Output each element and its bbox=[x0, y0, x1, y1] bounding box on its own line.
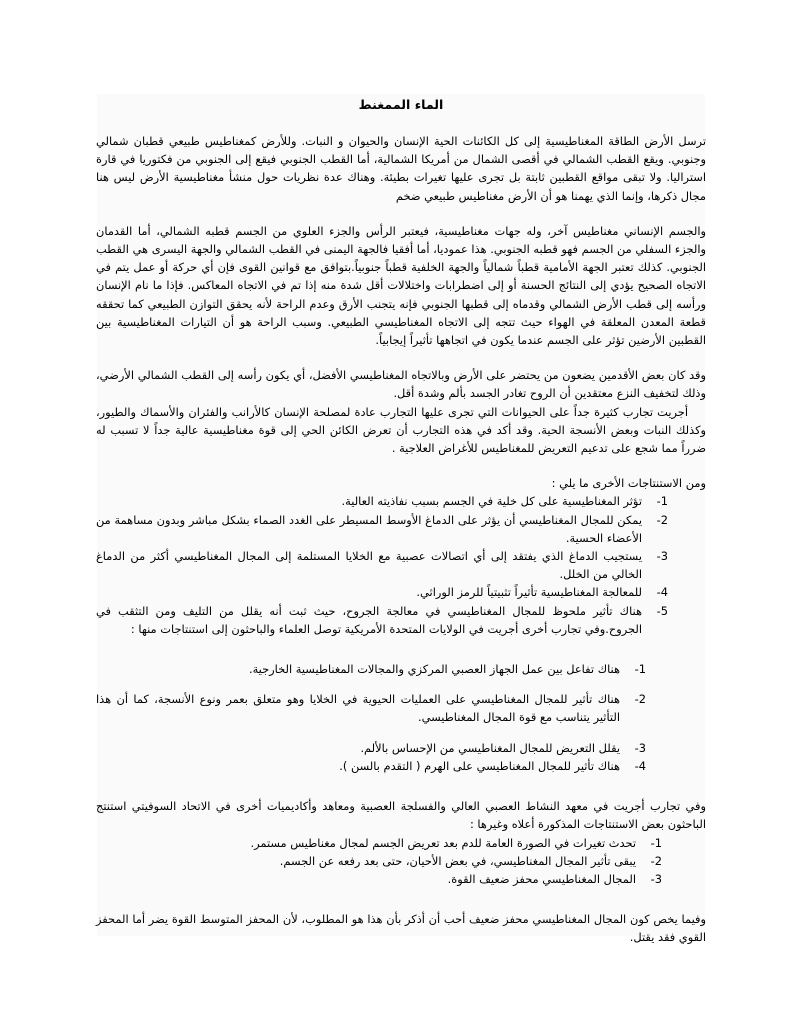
list-marker: 1- bbox=[650, 835, 662, 850]
paragraph-6: وفي تجارب أجريت في معهد النشاط العصبي العالي والفسلجة العصبية ومعاهد وأكاديميات أخرى في الاتحاد السوفيتي استنتج الباحثون بعض الاستنتاجات المذكورة أعلاه وغيرها : bbox=[96, 799, 706, 832]
list-item-text: تحدث تغيرات في الصورة العامة للدم بعد تعريض الجسم لمجال مغناطيس مستمر. bbox=[250, 835, 636, 850]
list-item-text: للمعالجة المغناطيسية تأثيراً تثبيتياً للرمز الوراثي. bbox=[416, 585, 642, 600]
list-marker: 1- bbox=[634, 662, 646, 677]
list-item-text: تؤثر المغناطيسية على كل خلية في الجسم بسبب نفاذيته العالية. bbox=[341, 494, 642, 509]
list-item bbox=[96, 690, 646, 726]
list-item-text: يقلل التعريض للمجال المغناطيسي من الإحساس بالألم. bbox=[360, 740, 620, 755]
spacer bbox=[96, 775, 706, 797]
page-title: الماء الممغنط bbox=[358, 97, 444, 112]
paragraph-4: أجريت تجارب كثيرة جداً على الحيوانات التي تجرى عليها التجارب عادة لمصلحة الإنسان كالأرانب والفئران والأسماك والطيور، وكذلك النبات وبعض الأنسجة الحية. وقد أكد في هذه التجارب أن تعرض الكائن الحي إلى قوة مغناطيسية عالية جداً لا تسبب له ضرراً مما شجع على تدعيم التعريض للمغناطيس للأغراض العلاجية . bbox=[96, 404, 706, 456]
list-marker: 2- bbox=[656, 512, 668, 527]
list-marker: 1- bbox=[656, 494, 668, 509]
list-usa-findings bbox=[96, 660, 646, 775]
list-item bbox=[96, 511, 668, 547]
paragraph-3: وقد كان بعض الأقدمين يضعون من يحتضر على الأرض وبالاتجاه المغناطيسي الأفضل، أي يكون رأسه إلى القطب الشمالي الأرضي، وذلك لتخفيف النزع معتقدين أن الروح تغادر الجسد بألم وشدة أقل. bbox=[96, 368, 706, 401]
list-item-text: المجال المغناطيسي محفز ضعيف القوة. bbox=[447, 871, 636, 886]
paragraph-7: وفيما يخص كون المجال المغناطيسي محفز ضعيف أحب أن أذكر بأن هذا هو المطلوب، لأن المحفز المتوسط القوة يضر أما المحفز القوي فقد يقتل. bbox=[96, 912, 706, 945]
list-item bbox=[96, 739, 646, 757]
list-item-text: هناك تفاعل بين عمل الجهاز العصبي المركزي والمجالات المغناطيسية الخارجية. bbox=[248, 662, 620, 677]
list-marker: 4- bbox=[634, 758, 646, 773]
list-item bbox=[96, 834, 662, 852]
list-item-text: هناك تأثير للمجال المغناطيسي على العمليات الحيوية في الخلايا وهو متعلق بعمر ونوع الأنسجة، كما أن هذا التأثير يتناسب مع قوة المجال المغناطيسي. bbox=[96, 692, 620, 725]
list-marker: 3- bbox=[650, 871, 662, 886]
list-item-text: يمكن للمجال المغناطيسي أن يؤثر على الدماغ الأوسط المسيطر على الغدد الصماء بشكل مباشر وبدون مساهمة من الأعضاء الحسية. bbox=[96, 512, 642, 545]
paragraph-2: والجسم الإنساني مغناطيس آخر، وله جهات مغناطيسية، فيعتبر الرأس والجزء العلوي من الجسم قطبه الشمالي، أما القدمان والجزء السفلي من الجسم فهو قطبه الجنوبي. هذا عموديا، أما أفقيا فالجهة اليمنى في القطب الشمالي والجهة اليسرى هي القطب الجنوبي. كذلك تعتبر الجهة الأمامية قطباً شمالياً والجهة الخلفية قطباً جنوبياً.بتوافق مع قوانين القوى فإن أي حركة أو عمل يتم في الاتجاه الصحيح يؤدي إلى النتائج الحسنة أو إلى اضطرابات واختلالات أقل شدة منه إذا تم في الاتجاه المعاكس. فإذا ما نام الإنسان ورأسه إلى قطب الأرض الشمالي وقدماه إلى قطبها الجنوبي فإنه يتجنب الأرق وعدم الراحة لأنه يحقق التوازن الطبيعي كما تحققه قطعة المعدن المعلقة في الهواء حيث تتجه إلى الاتجاه المغناطيسي الطبيعي. وسبب الراحة هو أن التيارات المغناطيسية بين القطبين الأرضين تؤثر على الجسم عندما يكون في اتجاهها تأثيراً إيجابياً. bbox=[96, 223, 706, 348]
paragraph-1: ترسل الأرض الطاقة المغناطيسية إلى كل الكائنات الحية الإنسان والحيوان و النبات. وللأرض كمغناطيس طبيعي قطبان شمالي وجنوبي. ويقع القطب الشمالي في أقصى الشمال من أمريكا الشمالية، أما القطب الجنوبي فيقع إلى الجنوبي من فكتوريا في قارة استراليا. ولا تبقى مواقع القطبين ثابتة بل تجرى عليها تغيرات بطيئة. وهناك عدة نظريات حول منشأ مغناطيسية الأرض ليس هنا مجال ذكرها، وإنما الذي يهمنا هو أن الأرض مغناطيس طبيعي ضخم bbox=[96, 134, 706, 203]
list-conclusions bbox=[96, 492, 668, 638]
list-item bbox=[96, 660, 646, 678]
list-marker: 5- bbox=[656, 603, 668, 618]
list-soviet-findings bbox=[96, 834, 662, 889]
list-marker: 2- bbox=[650, 853, 662, 868]
list-marker: 4- bbox=[656, 585, 668, 600]
spacer bbox=[96, 638, 706, 660]
list-marker: 2- bbox=[634, 692, 646, 707]
list-item bbox=[96, 492, 668, 510]
spacer bbox=[96, 457, 706, 474]
list-item-text: يبقى تأثير المجال المغناطيسي، في بعض الأحيان، حتى بعد رفعه عن الجسم. bbox=[279, 853, 636, 868]
list-item bbox=[96, 870, 662, 888]
spacer bbox=[96, 349, 706, 366]
list-item bbox=[96, 852, 662, 870]
list-item-text: هناك تأثير ملحوظ للمجال المغناطيسي في معالجة الجروح، حيث ثبت أنه يقلل من التليف ومن التثقب في الجروح.وفي تجارب أخرى أجريت في الولايات المتحدة الأمريكية توصل العلماء والباحثون إلى استنتاجات منها : bbox=[96, 603, 642, 636]
conclusions-lead-in: ومن الاستنتاجات الأخرى ما يلي : bbox=[551, 476, 706, 491]
spacer bbox=[96, 888, 706, 910]
spacer bbox=[96, 205, 706, 222]
list-item bbox=[96, 602, 668, 638]
list-item bbox=[96, 583, 668, 601]
list-marker: 3- bbox=[634, 740, 646, 755]
list-item-text: يستجيب الدماغ الذي يفتقد إلى أي اتصالات عصبية مع الخلايا المستلمة إلى المجال المغناطيسي أكثر من الدماغ الخالي من الخلل. bbox=[96, 549, 642, 582]
list-item bbox=[96, 757, 646, 775]
list-item-text: هناك تأثير للمجال المغناطيسي على الهرم ( التقدم بالسن ). bbox=[339, 758, 620, 773]
list-item bbox=[96, 547, 668, 583]
document-body bbox=[96, 96, 706, 947]
list-marker: 3- bbox=[656, 549, 668, 564]
